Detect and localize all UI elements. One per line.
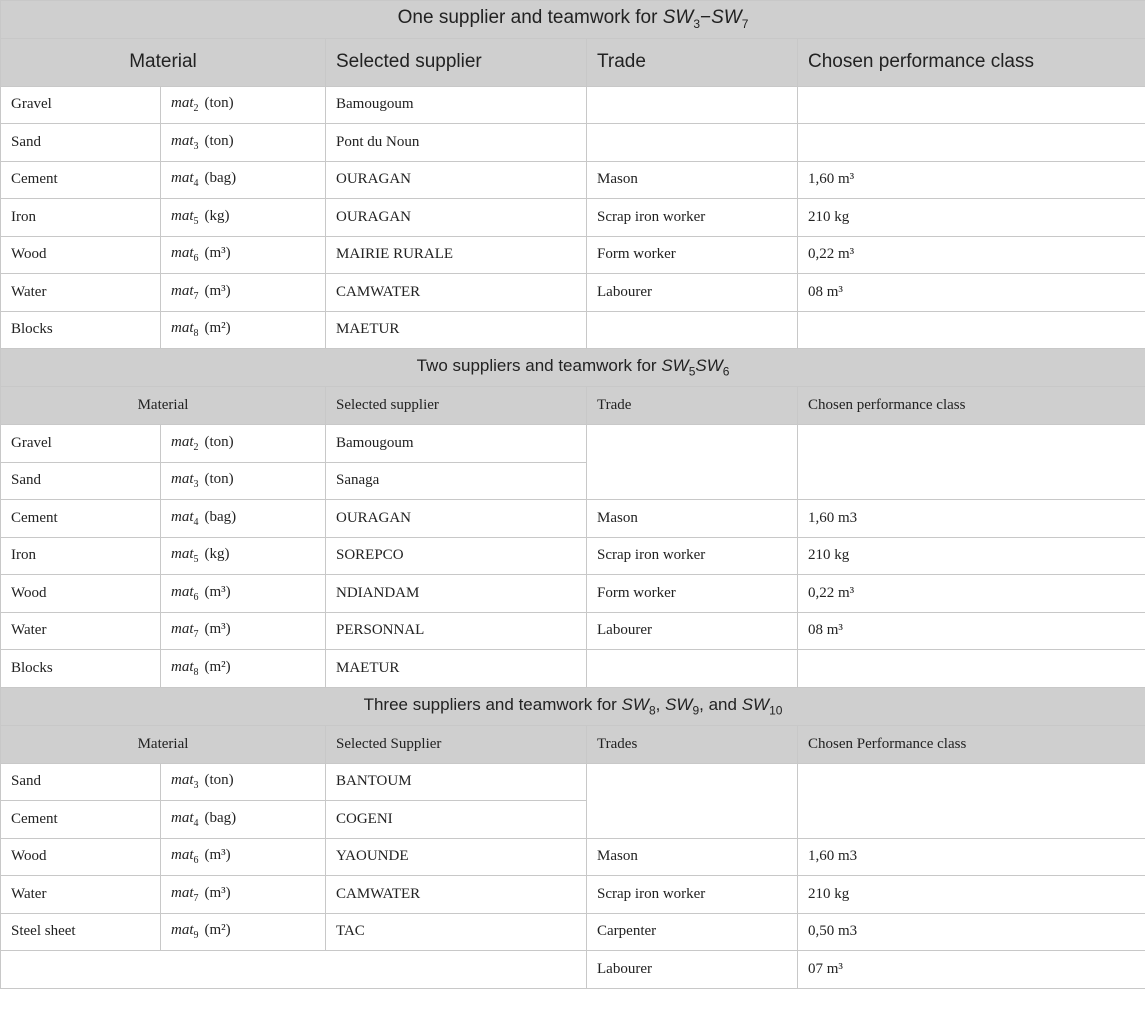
section-title-row: [1, 1, 1145, 39]
header-supplier: Selected supplier: [326, 387, 587, 425]
material-var-name: mat: [171, 508, 194, 525]
section-body: [1, 763, 1145, 988]
material-var-index: 8: [193, 666, 199, 678]
performance-cell: [798, 650, 1145, 688]
material-var-index: 4: [193, 178, 199, 190]
header-supplier: Selected Supplier: [326, 725, 587, 763]
material-unit: (m³): [204, 621, 231, 638]
material-unit: (ton): [204, 95, 234, 112]
trade-cell: Form worker: [587, 575, 798, 613]
material-unit: (m²): [204, 320, 231, 337]
trade-cell: Scrap iron worker: [587, 537, 798, 575]
material-variable: [161, 876, 326, 914]
material-var-index: 7: [193, 892, 199, 904]
performance-cell: 1,60 m3: [798, 500, 1145, 538]
material-name: Wood: [1, 838, 161, 876]
material-unit: (ton): [204, 433, 234, 450]
performance-cell: 07 m³: [798, 951, 1145, 989]
table-row: [1, 161, 1145, 199]
material-unit: (bag): [204, 508, 237, 525]
material-variable: [161, 500, 326, 538]
material-variable: [161, 274, 326, 312]
trade-cell: Mason: [587, 838, 798, 876]
performance-cell: 08 m³: [798, 612, 1145, 650]
header-trade: Trade: [587, 38, 798, 86]
material-variable: [161, 124, 326, 162]
material-name: Cement: [1, 500, 161, 538]
performance-cell: 1,60 m³: [798, 161, 1145, 199]
supplier-cell: OURAGAN: [326, 199, 587, 237]
material-var-index: 9: [193, 930, 199, 942]
material-var-name: mat: [171, 170, 194, 187]
material-name: Sand: [1, 124, 161, 162]
material-variable: [161, 537, 326, 575]
trade-cell: [587, 650, 798, 688]
table-row: [1, 500, 1145, 538]
material-unit: (ton): [204, 772, 234, 789]
material-var-name: mat: [171, 772, 194, 789]
section-body: [1, 425, 1145, 688]
material-var-name: mat: [171, 847, 194, 864]
material-name: Water: [1, 876, 161, 914]
material-unit: (m³): [204, 884, 231, 901]
material-var-name: mat: [171, 320, 194, 337]
section-title: [1, 687, 1145, 725]
performance-cell: [798, 425, 1145, 500]
material-unit: (ton): [204, 132, 234, 149]
material-var-name: mat: [171, 132, 194, 149]
header-material: Material: [1, 38, 326, 86]
table-row: [1, 951, 1145, 989]
material-var-name: mat: [171, 658, 194, 675]
table-row: [1, 838, 1145, 876]
table-row: [1, 650, 1145, 688]
material-name: Cement: [1, 801, 161, 839]
supplier-cell: COGENI: [326, 801, 587, 839]
header-performance: Chosen performance class: [798, 387, 1145, 425]
material-var-name: mat: [171, 884, 194, 901]
table-row: [1, 575, 1145, 613]
material-variable: [161, 199, 326, 237]
material-var-index: 8: [193, 328, 199, 340]
trade-cell: Mason: [587, 500, 798, 538]
material-name: Blocks: [1, 311, 161, 349]
header-row: [1, 725, 1145, 763]
material-variable: [161, 575, 326, 613]
header-supplier: Selected supplier: [326, 38, 587, 86]
performance-cell: 1,60 m3: [798, 838, 1145, 876]
material-unit: (kg): [204, 207, 230, 224]
table-row: [1, 236, 1145, 274]
material-variable: [161, 801, 326, 839]
trade-cell: Labourer: [587, 612, 798, 650]
material-var-name: mat: [171, 95, 194, 112]
supplier-cell: PERSONNAL: [326, 612, 587, 650]
table-row: [1, 763, 1145, 801]
supplier-cell: Bamougoum: [326, 425, 587, 463]
supplier-cell: MAETUR: [326, 311, 587, 349]
material-name: Sand: [1, 763, 161, 801]
material-var-index: 6: [193, 591, 199, 603]
material-var-index: 4: [193, 516, 199, 528]
material-name: Wood: [1, 575, 161, 613]
header-trade: Trades: [587, 725, 798, 763]
material-name: Blocks: [1, 650, 161, 688]
table-row: [1, 199, 1145, 237]
material-unit: (m²): [204, 658, 231, 675]
material-variable: [161, 425, 326, 463]
material-var-name: mat: [171, 282, 194, 299]
supplier-cell: MAETUR: [326, 650, 587, 688]
material-unit: (bag): [204, 170, 237, 187]
table-row: [1, 86, 1145, 124]
section-title-row: [1, 349, 1145, 387]
table-row: [1, 537, 1145, 575]
performance-cell: 0,50 m3: [798, 913, 1145, 951]
header-row: [1, 387, 1145, 425]
material-variable: [161, 311, 326, 349]
material-variable: [161, 161, 326, 199]
material-name: Steel sheet: [1, 913, 161, 951]
section-title-text: One supplier and teamwork for $SW_3-SW_7$: [397, 7, 749, 32]
header-material: Material: [1, 387, 326, 425]
supplier-cell: BANTOUM: [326, 763, 587, 801]
material-name: Wood: [1, 236, 161, 274]
table-row: [1, 274, 1145, 312]
material-var-name: mat: [171, 546, 194, 563]
trade-cell: Scrap iron worker: [587, 876, 798, 914]
material-variable: [161, 763, 326, 801]
material-variable: [161, 913, 326, 951]
section-body: [1, 86, 1145, 349]
material-variable: [161, 650, 326, 688]
material-unit: (m³): [204, 847, 231, 864]
material-unit: (ton): [204, 471, 234, 488]
header-performance: Chosen Performance class: [798, 725, 1145, 763]
trade-cell: [587, 311, 798, 349]
header-performance: Chosen performance class: [798, 38, 1145, 86]
table-row: [1, 311, 1145, 349]
material-name: Iron: [1, 199, 161, 237]
performance-cell: [798, 311, 1145, 349]
material-var-name: mat: [171, 433, 194, 450]
material-var-index: 3: [193, 479, 199, 491]
material-var-index: 3: [193, 780, 199, 792]
trade-cell: [587, 124, 798, 162]
material-name: Sand: [1, 462, 161, 500]
header-trade: Trade: [587, 387, 798, 425]
material-var-index: 7: [193, 629, 199, 641]
performance-cell: 0,22 m³: [798, 575, 1145, 613]
material-variable: [161, 612, 326, 650]
supplier-cell: OURAGAN: [326, 500, 587, 538]
supplier-cell: TAC: [326, 913, 587, 951]
section-title-row: [1, 687, 1145, 725]
material-name: Iron: [1, 537, 161, 575]
material-unit: (bag): [204, 809, 237, 826]
section-title: [1, 349, 1145, 387]
performance-cell: 210 kg: [798, 876, 1145, 914]
supplier-cell: OURAGAN: [326, 161, 587, 199]
material-name: Gravel: [1, 86, 161, 124]
table-row: [1, 876, 1145, 914]
performance-cell: 0,22 m³: [798, 236, 1145, 274]
material-unit: (m³): [204, 583, 231, 600]
performance-cell: 08 m³: [798, 274, 1145, 312]
material-var-index: 6: [193, 253, 199, 265]
material-var-index: 5: [193, 554, 199, 566]
supplier-cell: Bamougoum: [326, 86, 587, 124]
performance-cell: 210 kg: [798, 537, 1145, 575]
material-var-index: 3: [193, 140, 199, 152]
section-title: [1, 1, 1145, 39]
supplier-cell: CAMWATER: [326, 876, 587, 914]
empty-cell: [1, 951, 587, 989]
material-name: Water: [1, 274, 161, 312]
material-unit: (m³): [204, 245, 231, 262]
performance-cell: [798, 763, 1145, 838]
material-var-index: 5: [193, 215, 199, 227]
trade-cell: [587, 425, 798, 500]
trade-cell: Form worker: [587, 236, 798, 274]
material-var-name: mat: [171, 583, 194, 600]
trade-cell: [587, 763, 798, 838]
material-var-name: mat: [171, 207, 194, 224]
supplier-cell: NDIANDAM: [326, 575, 587, 613]
performance-cell: [798, 124, 1145, 162]
material-variable: [161, 462, 326, 500]
trade-cell: Labourer: [587, 951, 798, 989]
section-title-text: Three suppliers and teamwork for $SW_8$, $SW_9$, and $SW_{10}$: [363, 694, 783, 718]
supplier-cell: MAIRIE RURALE: [326, 236, 587, 274]
material-var-index: 6: [193, 855, 199, 867]
performance-cell: 210 kg: [798, 199, 1145, 237]
material-unit: (kg): [204, 546, 230, 563]
trade-cell: Mason: [587, 161, 798, 199]
material-name: Gravel: [1, 425, 161, 463]
material-var-index: 2: [193, 103, 199, 115]
table-row: [1, 124, 1145, 162]
material-var-index: 7: [193, 290, 199, 302]
supplier-cell: CAMWATER: [326, 274, 587, 312]
trade-cell: Carpenter: [587, 913, 798, 951]
trade-cell: [587, 86, 798, 124]
material-unit: (m³): [204, 282, 231, 299]
material-var-index: 2: [193, 441, 199, 453]
trade-cell: Labourer: [587, 274, 798, 312]
section-title-text: Two suppliers and teamwork for $SW_5SW_6$: [416, 356, 730, 379]
header-material: Material: [1, 725, 326, 763]
supplier-cell: Pont du Noun: [326, 124, 587, 162]
header-row: [1, 38, 1145, 86]
table-row: [1, 612, 1145, 650]
material-var-name: mat: [171, 922, 194, 939]
material-variable: [161, 236, 326, 274]
material-var-name: mat: [171, 809, 194, 826]
table-row: [1, 913, 1145, 951]
supplier-cell: SOREPCO: [326, 537, 587, 575]
material-var-index: 4: [193, 817, 199, 829]
supplier-cell: Sanaga: [326, 462, 587, 500]
performance-cell: [798, 86, 1145, 124]
material-variable: [161, 838, 326, 876]
material-var-name: mat: [171, 621, 194, 638]
supplier-cell: YAOUNDE: [326, 838, 587, 876]
trade-cell: Scrap iron worker: [587, 199, 798, 237]
table-row: [1, 425, 1145, 463]
material-name: Cement: [1, 161, 161, 199]
material-var-name: mat: [171, 245, 194, 262]
material-name: Water: [1, 612, 161, 650]
material-unit: (m²): [204, 922, 231, 939]
material-variable: [161, 86, 326, 124]
material-var-name: mat: [171, 471, 194, 488]
